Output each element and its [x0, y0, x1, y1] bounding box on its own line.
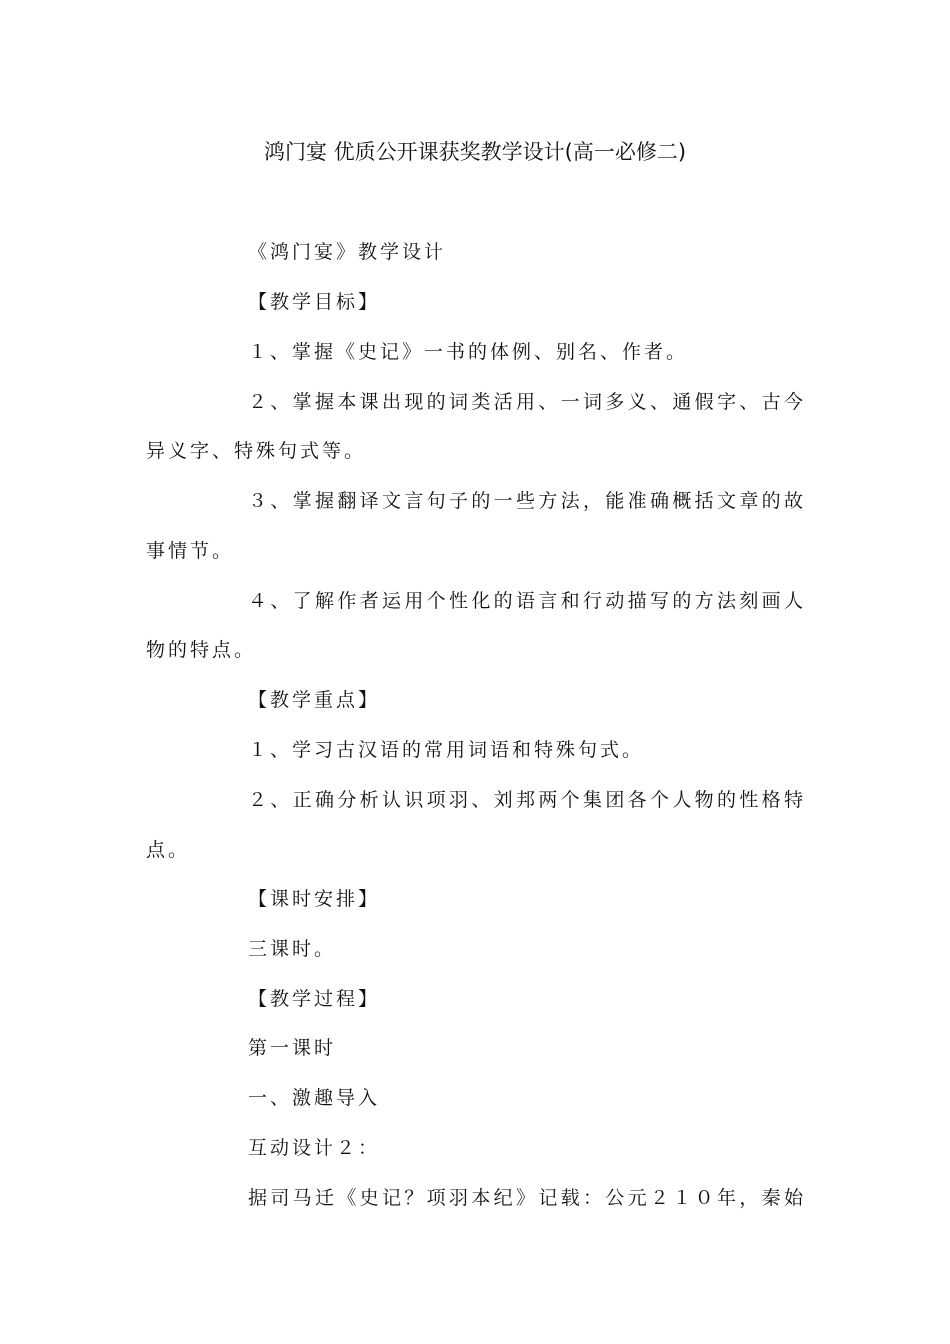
paragraph-line: ２、掌握本课出现的词类活用、一词多义、通假字、古今 — [248, 391, 803, 413]
paragraph-line: 第一课时 — [248, 1037, 337, 1059]
document-title: 鸿门宴 优质公开课获奖教学设计(高一必修二) — [263, 140, 687, 164]
paragraph-line: １、掌握《史记》一书的体例、别名、作者。 — [248, 341, 689, 363]
section-heading-schedule: 【课时安排】 — [248, 888, 381, 910]
paragraph-line: 异义字、特殊句式等。 — [146, 440, 367, 462]
section-heading-objectives: 【教学目标】 — [248, 291, 381, 313]
paragraph-line: 据司马迁《史记？项羽本纪》记载：公元２１０年，秦始 — [248, 1187, 803, 1209]
section-heading-keypoints: 【教学重点】 — [248, 689, 381, 711]
paragraph-line: ４、了解作者运用个性化的语言和行动描写的方法刻画人 — [248, 590, 803, 612]
paragraph-line: ２、正确分析认识项羽、刘邦两个集团各个人物的性格特 — [248, 789, 803, 811]
paragraph-line: 三课时。 — [248, 938, 337, 960]
section-heading-process: 【教学过程】 — [248, 988, 381, 1010]
paragraph-line: 点。 — [146, 839, 191, 861]
paragraph-line: ３、掌握翻译文言句子的一些方法，能准确概括文章的故 — [248, 490, 803, 512]
paragraph-line: 一、激趣导入 — [248, 1087, 381, 1109]
paragraph-line: １、学习古汉语的常用词语和特殊句式。 — [248, 739, 645, 761]
paragraph-line: 互动设计２： — [248, 1137, 381, 1159]
subtitle-line: 《鸿门宴》教学设计 — [248, 241, 447, 263]
paragraph-line: 事情节。 — [146, 540, 235, 562]
paragraph-line: 物的特点。 — [146, 639, 257, 661]
